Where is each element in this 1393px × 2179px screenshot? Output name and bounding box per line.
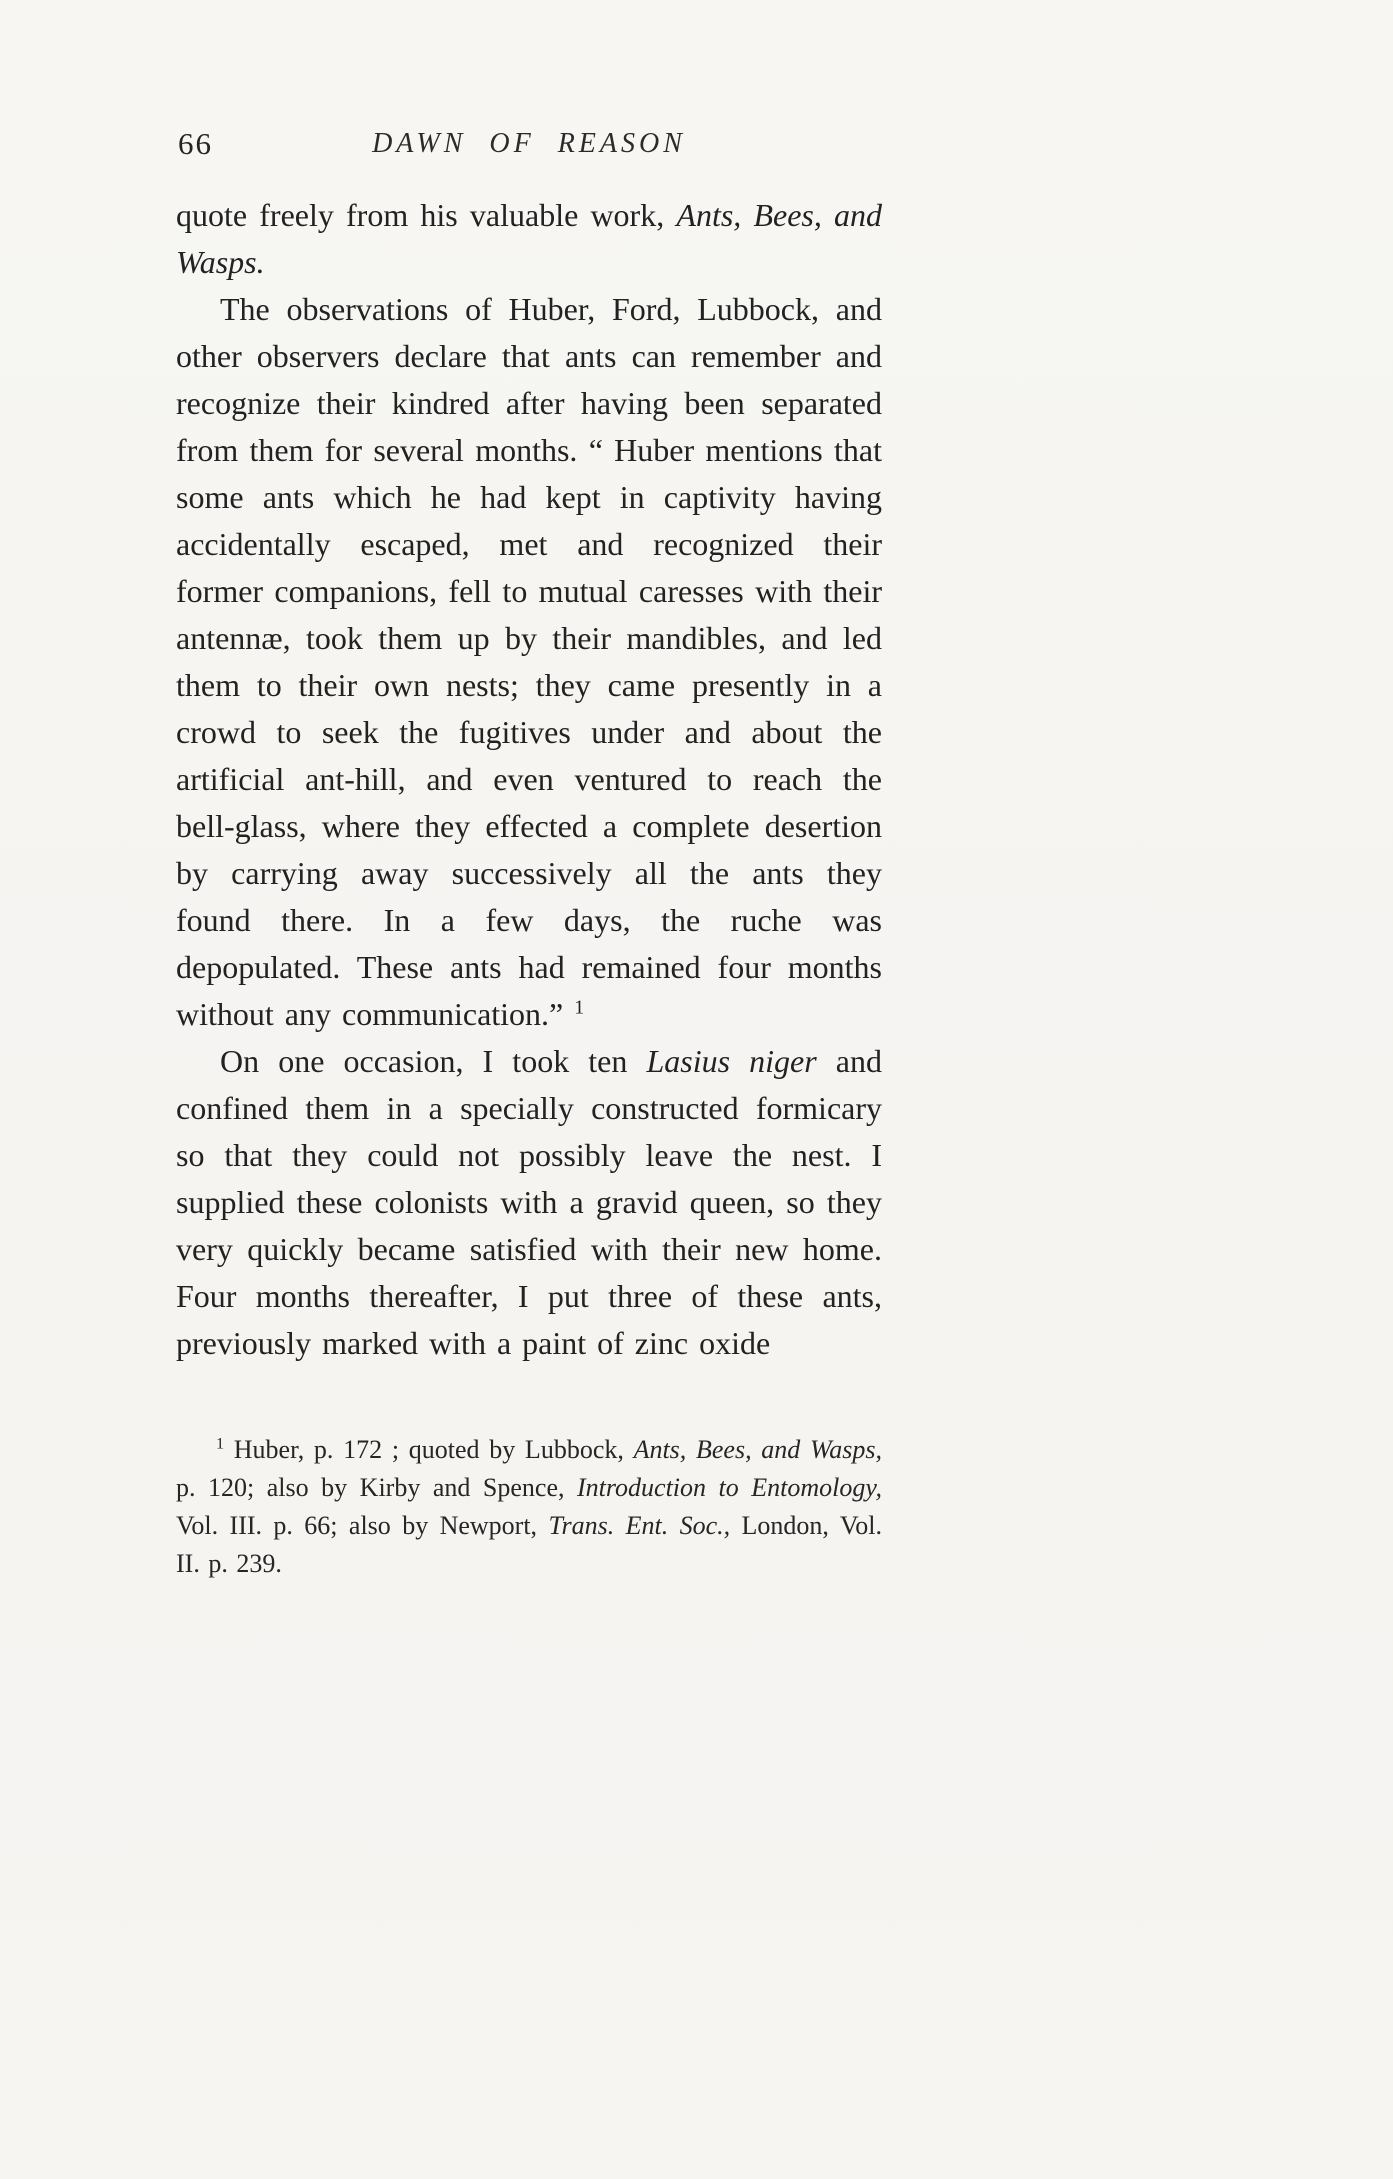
- italic-text-run: Lasius niger: [646, 1043, 817, 1079]
- text-run: The observations of Huber, Ford, Lubbock, and other observers declare that ants can remember and recognize their kindred after having been separated from them for several months. “ Huber mentions that some ants which he had kept in captivity having accidentally escaped, met and recognized their former companions, fell to mutual caresses with their antennæ, took them up by their mandibles, and led them to their own nests; they came presently in a crowd to seek the fugitives under and about the artificial ant-hill, and even ventured to reach the bell-glass, where they effected a complete desertion by carrying away successively all the ants they found there. In a few days, the ruche was depopulated. These ants had remained four months without any communication.”: [176, 291, 882, 1032]
- paragraph: [176, 1038, 882, 1367]
- paragraph: [176, 192, 882, 286]
- page-header: [176, 124, 882, 172]
- text-run: p. 120; also by Kirby and Spence,: [176, 1473, 577, 1502]
- text-run: quote freely from his valuable work,: [176, 197, 677, 233]
- text-block: [176, 124, 882, 1583]
- text-run: Vol. III. p. 66; also by Newport,: [176, 1511, 549, 1540]
- body-paragraphs: [176, 192, 882, 1367]
- text-run: Huber, p. 172 ; quoted by Lubbock,: [224, 1435, 634, 1464]
- italic-text-run: Introduction to Entomology,: [577, 1473, 882, 1502]
- superscript-ref: 1: [574, 996, 585, 1019]
- text-run: London, Vol. II. p. 239.: [176, 1511, 883, 1578]
- header-title: DAWN OF REASON: [372, 128, 686, 159]
- superscript-ref: 1: [216, 1435, 225, 1453]
- text-run: and confined them in a specially constructed formicary so that they could not possibly leave the nest. I supplied these colonists with a gravid queen, so they very quickly became satisfied with their new home. Four months thereafter, I put three of these ants, previously marked with a paint of zinc oxide: [176, 1043, 882, 1361]
- italic-text-run: Ants, Bees, and Wasps,: [633, 1435, 883, 1464]
- footnote-text: [176, 1431, 882, 1583]
- italic-text-run: Trans. Ent. Soc.,: [548, 1511, 731, 1540]
- page-number: 66: [178, 126, 213, 161]
- italic-text-run: Ants, Bees, and Wasps.: [176, 197, 883, 280]
- paragraph: [176, 286, 882, 1038]
- footnote: [176, 1431, 882, 1583]
- text-run: On one occasion, I took ten: [220, 1043, 647, 1079]
